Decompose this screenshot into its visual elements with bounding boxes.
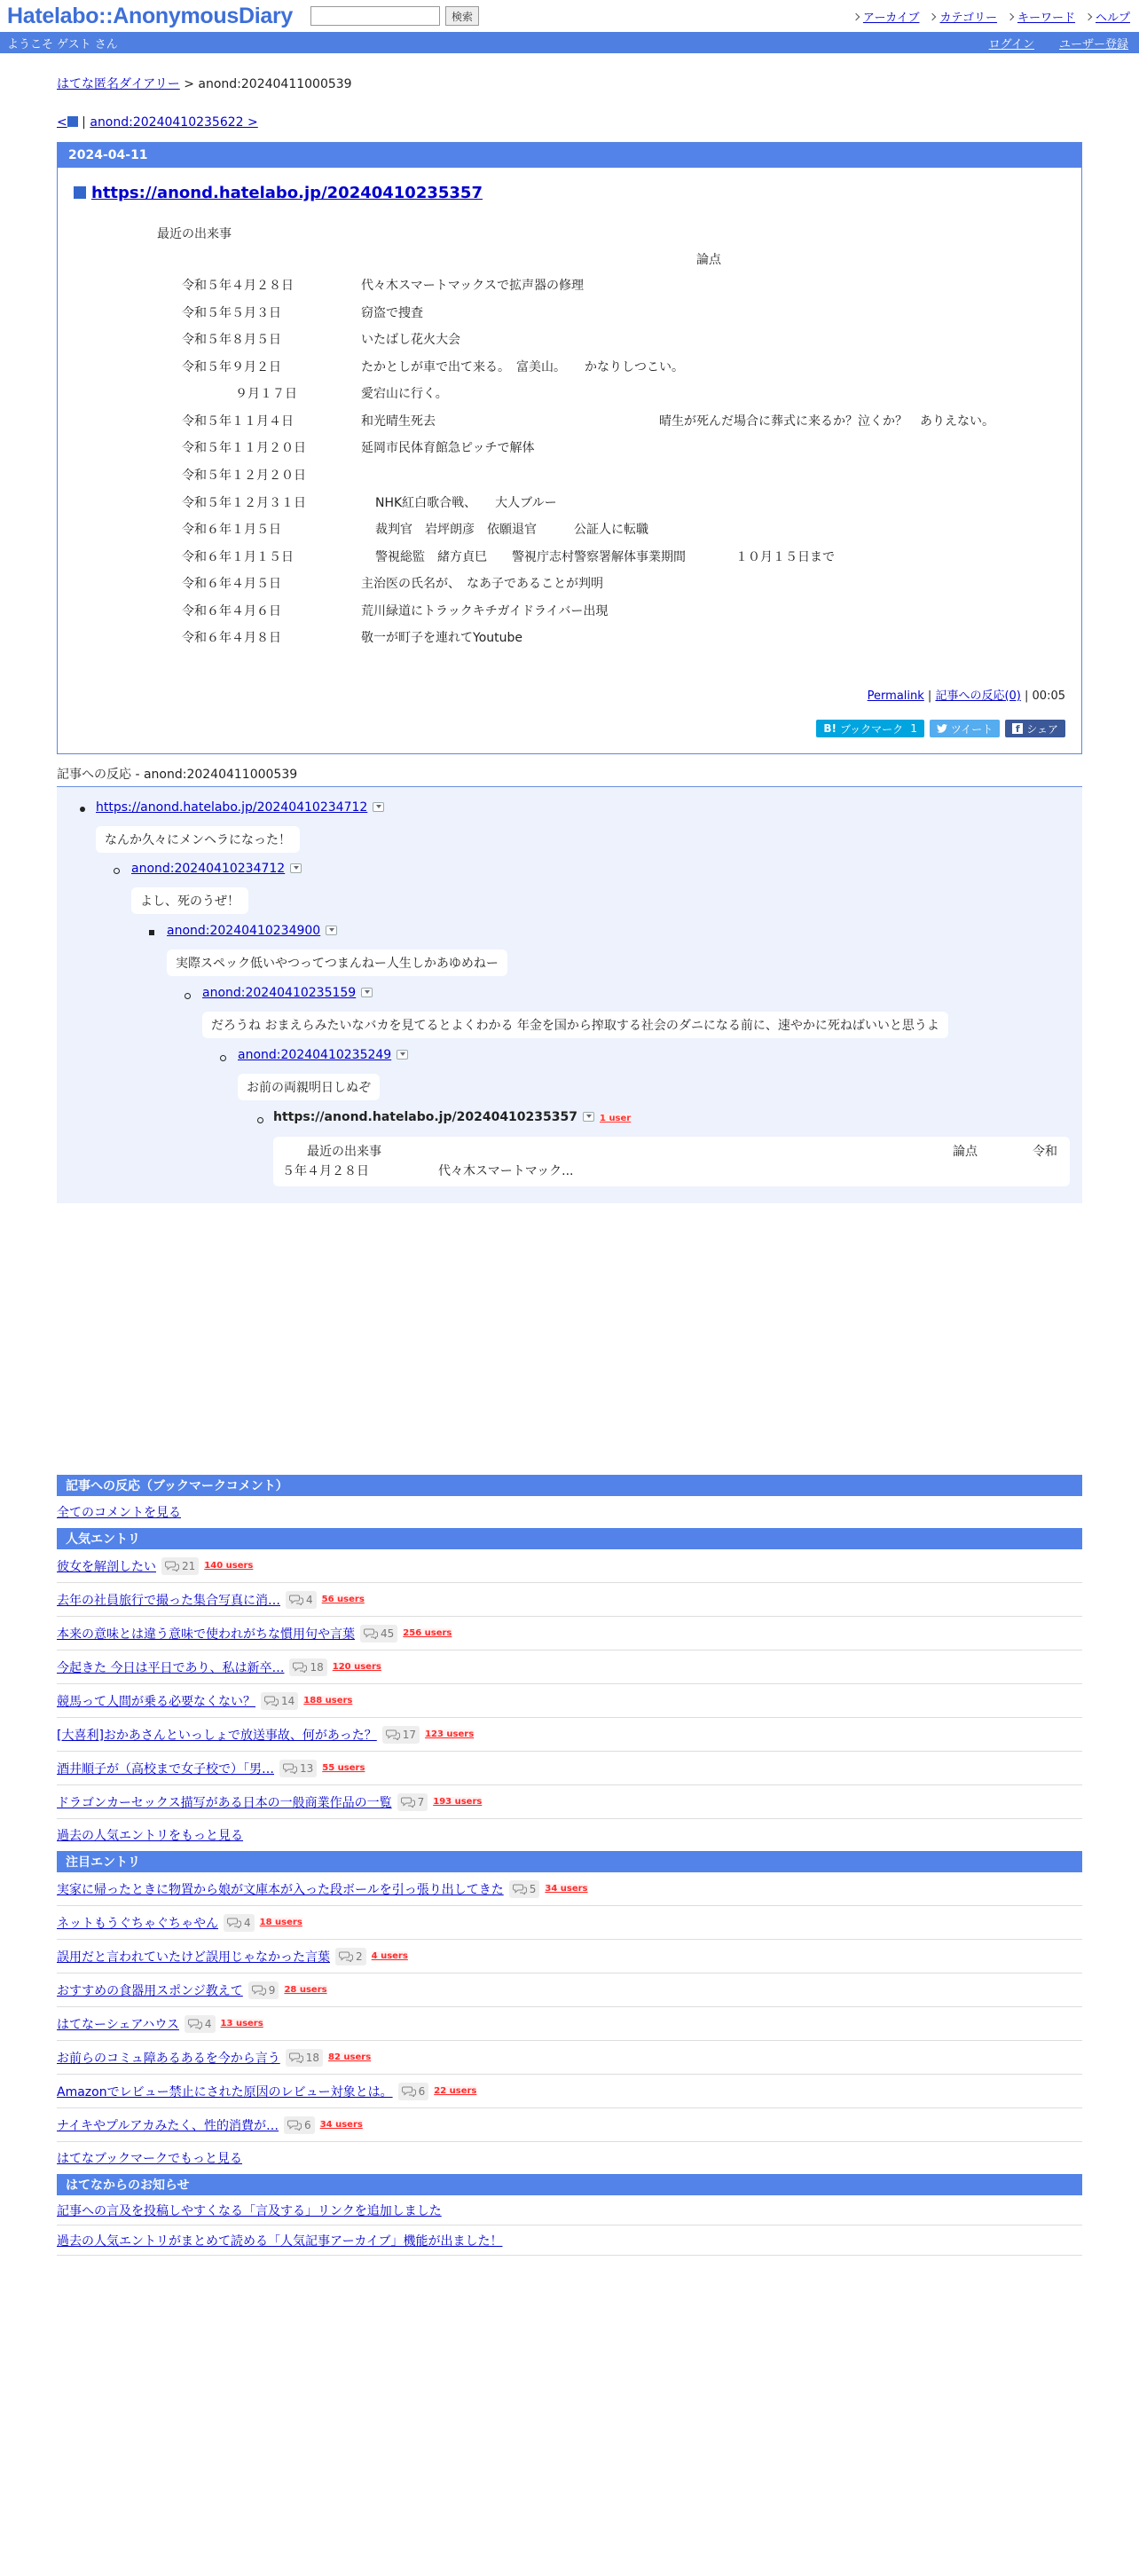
all-comments-link[interactable]: 全てのコメントを見る: [57, 1506, 181, 1520]
next-entry-link[interactable]: anond:20240410235622 >: [90, 115, 258, 130]
reaction-link-1[interactable]: https://anond.hatelabo.jp/20240410234712: [96, 800, 368, 815]
entry-line: 令和５年１１月４日: [182, 414, 294, 429]
reactions-tree: [57, 786, 1082, 1203]
entry-row: [57, 2041, 1082, 2075]
ad-space: [57, 1203, 1082, 1475]
bookmark-users-link[interactable]: 55 users: [322, 1763, 365, 1773]
prev-label: <: [57, 115, 67, 130]
search-button[interactable]: 検索: [445, 6, 479, 26]
preview-text: 論点: [953, 1145, 978, 1159]
comment-count: 17: [402, 1728, 417, 1741]
entry-link[interactable]: 去年の社員旅行で撮った集合写真に消…: [57, 1593, 280, 1608]
comment-count-badge[interactable]: [279, 1760, 317, 1777]
comment-count: 4: [244, 1916, 251, 1929]
bullet-icon: [149, 930, 154, 935]
reaction-body-5: お前の両親明日しぬぞ: [238, 1074, 380, 1100]
entry-line: 令和５年４月２８日: [182, 279, 294, 293]
entry-line: 令和５年５月３日: [182, 306, 281, 320]
comment-count-badge[interactable]: [286, 1591, 317, 1609]
reaction-body-3: 実際スペック低いやつってつまんねー人生しかあゆめねー: [167, 949, 507, 976]
entry-line: 敬一が町子を連れてYoutube: [361, 631, 522, 645]
preview-text: 代々木スマートマック...: [438, 1164, 574, 1178]
comment-count: 5: [529, 1882, 537, 1895]
site-logo[interactable]: Hatelabo::AnonymousDiary: [7, 3, 294, 28]
reaction-link-2[interactable]: anond:20240410234712: [131, 862, 286, 876]
comment-count: 18: [305, 2051, 320, 2064]
entry-line: 和光晴生死去: [361, 414, 436, 429]
entry-line: 令和６年４月６日: [182, 604, 281, 618]
dropdown-icon[interactable]: [361, 988, 373, 997]
entry-row: [57, 1583, 1082, 1617]
entry-line: 令和５年１２月３１日: [182, 496, 306, 510]
notable-more-link[interactable]: はてなブックマークでもっと見る: [57, 2152, 243, 2166]
entry-line: 令和５年１２月２０日: [182, 469, 306, 483]
entry-link[interactable]: 競馬って人間が乗る必要なくない？: [57, 1694, 255, 1709]
entry-line: 令和６年４月５日: [182, 577, 281, 591]
comment-count: 9: [268, 1983, 276, 1997]
facebook-share-label: シェア: [1026, 722, 1058, 736]
notice-row: [57, 2195, 1082, 2225]
comment-count-badge[interactable]: [224, 1914, 255, 1932]
entry-footer: Permalink | 記事への反応(0) | 00:05: [867, 689, 1065, 703]
comment-count: 2: [356, 1950, 363, 1963]
preview-text: ５年４月２８日: [282, 1164, 369, 1178]
entry-link[interactable]: ドラゴンカーセックス描写がある日本の一般商業作品の一覧: [57, 1795, 392, 1810]
bookmark-users-link[interactable]: 140 users: [204, 1561, 254, 1571]
entry-time: 00:05: [1032, 689, 1065, 703]
prev-entry-link[interactable]: [57, 115, 78, 130]
facebook-share-button[interactable]: [1005, 720, 1065, 737]
reaction-node-3: [167, 924, 337, 938]
entry-row: [57, 1617, 1082, 1650]
comment-count: 45: [381, 1627, 395, 1640]
entry-row: [57, 1650, 1082, 1684]
comment-icon: [264, 1696, 279, 1706]
nav-category[interactable]: [930, 8, 996, 25]
entry-row: [57, 1785, 1082, 1819]
bullet-icon: [80, 807, 85, 812]
chevron-right-icon: [1007, 12, 1014, 20]
entry-line: いたばし花火大会: [361, 333, 460, 347]
bookmark-users-link[interactable]: 34 users: [545, 1884, 588, 1894]
dropdown-icon[interactable]: [583, 1112, 594, 1122]
entry-line: 令和５年９月２日: [182, 360, 281, 374]
bookmark-comments-head: 記事への反応（ブックマークコメント）: [57, 1475, 1082, 1496]
comment-icon: [283, 1763, 297, 1774]
comment-icon: [339, 1951, 353, 1962]
entry-link[interactable]: 今起きた 今日は平日であり、私は新卒…: [57, 1660, 285, 1675]
reaction-body-2: よし、死のうぜ！: [131, 887, 248, 914]
comment-icon: [513, 1884, 527, 1895]
entry-row: [57, 1684, 1082, 1718]
reaction-title-6[interactable]: https://anond.hatelabo.jp/20240410235357: [273, 1110, 577, 1124]
comment-icon: [188, 2019, 202, 2029]
bookmark-users-link[interactable]: 34 users: [319, 2120, 363, 2130]
reaction-body-4: だろうね おまえらみたいなバカを見てるとよくわかる 年金を国から搾取する社会のダニになる前に、速やかに死ねばいいと思うよ: [202, 1012, 948, 1038]
entry-line: 窃盗で捜査: [361, 306, 423, 320]
popular-more-link[interactable]: 過去の人気エントリをもっと見る: [57, 1829, 243, 1843]
reaction-node-4: [202, 986, 373, 1000]
diary-entry: [57, 142, 1082, 754]
comment-count-badge[interactable]: [398, 2083, 429, 2100]
prev-next-nav: [57, 115, 1082, 130]
entry-line: 令和６年１月５日: [182, 523, 281, 537]
bookmark-users-link[interactable]: 123 users: [425, 1729, 475, 1739]
comment-icon: [401, 1797, 415, 1808]
hatena-bookmark-label: ブックマーク: [840, 722, 904, 736]
search-input[interactable]: [310, 6, 440, 26]
prevnext-separator: |: [77, 115, 90, 130]
notable-more-row: [57, 2142, 1082, 2174]
register-link[interactable]: ユーザー登録: [1058, 38, 1128, 51]
preview-text: 令和: [1033, 1145, 1057, 1159]
entry-link[interactable]: 彼女を解剖したい: [57, 1559, 156, 1574]
facebook-f-icon: f: [1012, 723, 1023, 734]
comment-icon: [289, 1595, 303, 1605]
dropdown-icon[interactable]: [326, 926, 337, 935]
breadcrumb-current: anond:20240411000539: [198, 77, 352, 91]
share-buttons: [816, 720, 1065, 737]
bookmark-users-link[interactable]: 256 users: [403, 1628, 452, 1638]
entry-line: 令和５年８月５日: [182, 333, 281, 347]
reaction-link-5[interactable]: anond:20240410235249: [238, 1048, 392, 1062]
entry-line: 荒川緑道にトラックキチガイドライバー出現: [361, 604, 609, 618]
entry-line: ９月１７日: [235, 387, 297, 401]
comment-count: 7: [417, 1795, 425, 1808]
entry-line: 主治医の氏名が、 なあ子であることが判明: [361, 577, 603, 591]
comment-count: 4: [306, 1593, 313, 1606]
reaction-node-6: [273, 1110, 631, 1124]
comment-icon: [289, 2052, 303, 2063]
reaction-body-1: なんか久々にメンヘラになった！: [96, 826, 300, 853]
breadcrumb-home[interactable]: はてな匿名ダイアリー: [57, 77, 180, 91]
entry-row: [57, 1973, 1082, 2007]
entry-line: 令和６年４月８日: [182, 631, 281, 645]
comment-icon: [293, 1662, 307, 1673]
entry-line: 愛宕山に行く。: [361, 387, 448, 401]
popular-more-row: [57, 1819, 1082, 1851]
entry-link[interactable]: ネットもうぐちゃぐちゃやん: [57, 1916, 218, 1931]
main-content: [57, 53, 1082, 2256]
notable-entries-head: 注目エントリ: [57, 1851, 1082, 1872]
entry-row: [57, 1752, 1082, 1785]
comment-count: 6: [418, 2084, 426, 2098]
bookmark-users-link[interactable]: 28 users: [284, 1985, 327, 1995]
welcome-bar: [0, 32, 1139, 53]
entry-line: 最近の出来事: [157, 227, 232, 241]
bookmark-users-link[interactable]: 18 users: [259, 1918, 302, 1927]
entry-link[interactable]: 本来の意味とは違う意味で使われがちな慣用句や言葉: [57, 1627, 355, 1642]
site-header: [0, 0, 1139, 32]
bookmark-users-link[interactable]: 22 users: [434, 2086, 477, 2096]
reaction-users-6[interactable]: 1 user: [600, 1114, 632, 1123]
comment-count: 21: [182, 1559, 196, 1572]
entry-line: 延岡市民体育館急ピッチで解体: [361, 441, 535, 455]
entry-link[interactable]: [大喜利]おかあさんといっしょで放送事故、何があった？: [57, 1728, 377, 1743]
reaction-link-4[interactable]: anond:20240410235159: [202, 986, 357, 1000]
popular-entries-head: 人気エントリ: [57, 1528, 1082, 1549]
square-icon: [74, 186, 86, 199]
popular-entries-list: [57, 1549, 1082, 1819]
notable-entries-list: [57, 1872, 1082, 2142]
breadcrumb-separator: >: [179, 77, 199, 91]
entry-link[interactable]: 酒井順子が（高校まで女子校で）「男…: [57, 1761, 274, 1776]
entry-row: [57, 1549, 1082, 1583]
comment-icon: [165, 1561, 179, 1572]
reaction-node-2: [131, 862, 302, 876]
notice-link[interactable]: 記事への言及を投稿しやすくなる「言及する」リンクを追加しました: [57, 2203, 442, 2218]
comment-icon: [402, 2086, 416, 2097]
comment-count-badge[interactable]: [397, 1793, 428, 1811]
tweet-button[interactable]: [930, 720, 1000, 737]
comment-count: 14: [281, 1694, 295, 1707]
permalink-link[interactable]: Permalink: [867, 689, 924, 703]
entry-row: [57, 1940, 1082, 1973]
bullet-icon: [114, 868, 120, 874]
nav-category-link[interactable]: カテゴリー: [939, 12, 997, 25]
entry-title: [74, 184, 1081, 202]
nav-help-link[interactable]: ヘルプ: [1095, 12, 1130, 25]
comment-count-badge[interactable]: [261, 1692, 298, 1710]
search-form: [310, 6, 479, 26]
comment-icon: [252, 1985, 266, 1996]
entry-row: [57, 2075, 1082, 2108]
notice-link[interactable]: 過去の人気エントリがまとめて読める「人気記事アーカイブ」機能が出ました！: [57, 2233, 503, 2249]
welcome-text: ようこそ ゲスト さん: [7, 37, 118, 51]
comment-count: 18: [310, 1660, 324, 1674]
comment-count-badge[interactable]: [335, 1948, 366, 1965]
reactions-link[interactable]: 記事への反応(0): [935, 689, 1021, 703]
entry-line: 警視総監 緒方貞巳 警視庁志村警察署解体事業期間 １０月１５日まで: [375, 550, 835, 564]
comment-count: 13: [300, 1761, 314, 1775]
reaction-preview-6: [273, 1137, 1070, 1186]
reaction-node-1: [96, 800, 384, 815]
comment-icon: [227, 1918, 241, 1928]
entry-link[interactable]: お前らのコミュ障あるあるを今から言う: [57, 2051, 280, 2066]
bullet-icon: [220, 1055, 226, 1061]
entry-line: 代々木スマートマックスで拡声器の修理: [361, 279, 585, 293]
comment-count-badge[interactable]: [289, 1658, 326, 1676]
entry-row: [57, 1906, 1082, 1940]
tweet-label: ツイート: [950, 722, 994, 736]
nav-keyword[interactable]: [1008, 8, 1075, 25]
entry-row: [57, 1872, 1082, 1906]
entry-link[interactable]: はてなーシェアハウス: [57, 2017, 179, 2032]
bookmark-users-link[interactable]: 56 users: [321, 1595, 365, 1604]
notice-row: [57, 2225, 1082, 2256]
entry-row: [57, 2007, 1082, 2041]
entry-row: [57, 1718, 1082, 1752]
comment-count-badge[interactable]: [161, 1557, 199, 1575]
chevron-right-icon: [852, 12, 860, 20]
breadcrumb: [57, 75, 1082, 92]
hatena-bookmark-button[interactable]: [816, 720, 923, 737]
dropdown-icon[interactable]: [373, 802, 384, 812]
comment-count-badge[interactable]: [382, 1726, 420, 1744]
comment-icon: [386, 1729, 400, 1740]
comment-count-badge[interactable]: [248, 1981, 279, 1999]
bookmark-users-link[interactable]: 188 users: [303, 1696, 353, 1706]
hatena-b-icon: B!: [823, 722, 837, 735]
notices-list: [57, 2195, 1082, 2256]
notices-head: はてなからのお知らせ: [57, 2174, 1082, 2195]
preview-text: 最近の出来事: [307, 1145, 381, 1159]
reaction-node-5: [238, 1048, 408, 1062]
entry-line: NHK紅白歌合戦、 大人ブルー: [375, 496, 557, 510]
comment-count: 4: [204, 2017, 212, 2030]
entry-link[interactable]: おすすめの食器用スポンジ教えて: [57, 1983, 243, 1998]
reactions-heading: 記事への反応 - anond:20240411000539: [57, 768, 298, 782]
entry-line: 論点: [696, 253, 721, 267]
comment-count: 6: [304, 2118, 311, 2131]
entry-line: たかとしが車で出て来る。 富美山。 かなりしつこい。: [361, 360, 684, 374]
header-nav: [853, 8, 1130, 25]
entry-title-link[interactable]: https://anond.hatelabo.jp/20240410235357: [91, 184, 483, 202]
nav-archive-link[interactable]: アーカイブ: [862, 12, 920, 25]
nav-keyword-link[interactable]: キーワード: [1017, 12, 1075, 25]
comment-count-badge[interactable]: [509, 1880, 540, 1898]
comment-count-badge[interactable]: [284, 2116, 315, 2134]
twitter-bird-icon: [937, 724, 947, 733]
chevron-right-icon: [929, 12, 936, 20]
bullet-icon: [257, 1117, 263, 1123]
entry-link[interactable]: Amazonでレビュー禁止にされた原因のレビュー対象とは。: [57, 2084, 393, 2099]
all-comments-row: [57, 1496, 1082, 1528]
bookmark-users-link[interactable]: 193 users: [433, 1797, 483, 1807]
entry-date: 2024-04-11: [58, 143, 1081, 168]
bookmark-users-link[interactable]: 82 users: [328, 2052, 372, 2062]
dropdown-icon[interactable]: [397, 1050, 408, 1060]
nav-archive[interactable]: [853, 8, 920, 25]
entry-link[interactable]: 実家に帰ったときに物置から娘が文庫本が入った段ボールを引っ張り出してきた: [57, 1882, 504, 1897]
entry-link[interactable]: ナイキやプルアカみたく、性的消費が…: [57, 2118, 279, 2133]
comment-count-badge[interactable]: [185, 2015, 216, 2033]
entry-line: 令和５年１１月２０日: [182, 441, 306, 455]
reaction-link-3[interactable]: anond:20240410234900: [167, 924, 321, 938]
comment-count-badge[interactable]: [360, 1625, 397, 1642]
entry-line: 晴生が死んだ場合に葬式に来るか？泣くか？ ありえない。: [659, 414, 994, 429]
chevron-right-icon: [1085, 12, 1092, 20]
entry-link[interactable]: 誤用だと言われていたけど誤用じゃなかった言葉: [57, 1950, 330, 1965]
comment-icon: [287, 2120, 302, 2131]
login-link[interactable]: ログイン: [988, 38, 1034, 51]
hatena-bookmark-count: 1: [910, 722, 917, 735]
entry-line: 裁判官 岩坪朗彦 依願退官 公証人に転職: [375, 523, 648, 537]
bookmark-users-link[interactable]: 13 users: [220, 2019, 263, 2029]
bookmark-users-link[interactable]: 4 users: [371, 1951, 408, 1961]
bullet-icon: [185, 993, 191, 999]
square-icon: [67, 116, 78, 127]
entry-line: 令和６年１月１５日: [182, 550, 294, 564]
entry-row: [57, 2108, 1082, 2142]
dropdown-icon[interactable]: [290, 863, 302, 873]
comment-count-badge[interactable]: [286, 2049, 323, 2067]
comment-icon: [364, 1628, 378, 1639]
bookmark-users-link[interactable]: 120 users: [332, 1662, 381, 1672]
nav-help[interactable]: [1086, 8, 1130, 25]
